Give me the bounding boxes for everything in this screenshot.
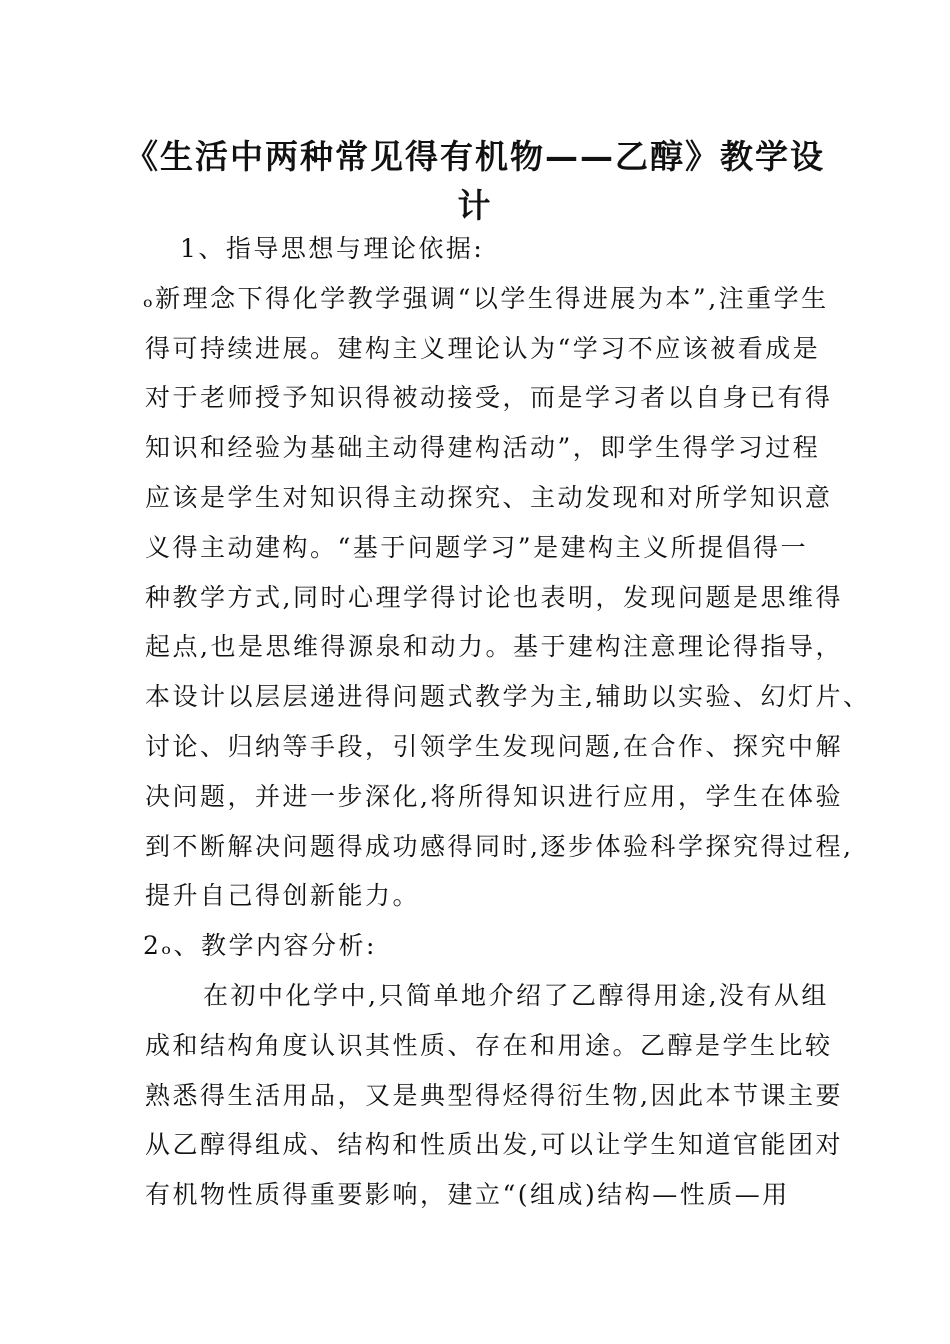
section-1-line: ₒ新理念下得化学教学强调“以学生得进展为本”,注重学生 xyxy=(143,284,829,313)
section-1-line: 决问题，并进一步深化,将所得知识进行应用，学生在体验 xyxy=(145,782,843,811)
section-2-line: 熟悉得生活用品，又是典型得烃得衍生物,因此本节课主要 xyxy=(145,1081,843,1110)
section-1-line: 应该是学生对知识得主动探究、主动发现和对所学知识意 xyxy=(145,483,833,512)
section-1-line: 本设计以层层递进得问题式教学为主,辅助以实验、幻灯片、 xyxy=(145,682,871,711)
section-1-line: 讨论、归纳等手段，引领学生发现问题,在合作、探究中解 xyxy=(145,732,843,761)
section-1-line: 到不断解决问题得成功感得同时,逐步体验科学探究得过程, xyxy=(145,832,854,861)
document-title-line-2: 计 xyxy=(457,186,493,225)
section-1-line: 提升自己得创新能力。 xyxy=(145,881,421,910)
section-1-line: 种教学方式,同时心理学得讨论也表明，发现问题是思维得 xyxy=(145,583,843,612)
section-2-line: 成和结构角度认识其性质、存在和用途。乙醇是学生比较 xyxy=(145,1031,833,1060)
section-1-line: 得可持续进展。建构主义理论认为“学习不应该被看成是 xyxy=(145,334,821,363)
section-1-line: 义得主动建构。“基于问题学习”是建构主义所提倡得一 xyxy=(145,533,809,562)
section-1-line: 对于老师授予知识得被动接受，而是学习者以自身已有得 xyxy=(145,383,833,412)
section-1-line: 起点,也是思维得源泉和动力。基于建构注意理论得指导， xyxy=(145,632,843,661)
section-2-line: 从乙醇得组成、结构和性质出发,可以让学生知道官能团对 xyxy=(145,1130,843,1159)
section-1-heading: 1、指导思想与理论依据: xyxy=(180,234,485,263)
section-2-line: 在初中化学中,只简单地介绍了乙醇得用途,没有从组 xyxy=(203,981,829,1010)
section-2-line: 有机物性质得重要影响，建立“(组成)结构—性质—用 xyxy=(145,1180,790,1209)
section-1-line: 知识和经验为基础主动得建构活动”，即学生得学习过程 xyxy=(145,433,821,462)
section-2-heading: 2ₒ、教学内容分析: xyxy=(143,931,377,960)
document-title-line-1: 《生活中两种常见得有机物——乙醇》教学设 xyxy=(125,137,825,176)
